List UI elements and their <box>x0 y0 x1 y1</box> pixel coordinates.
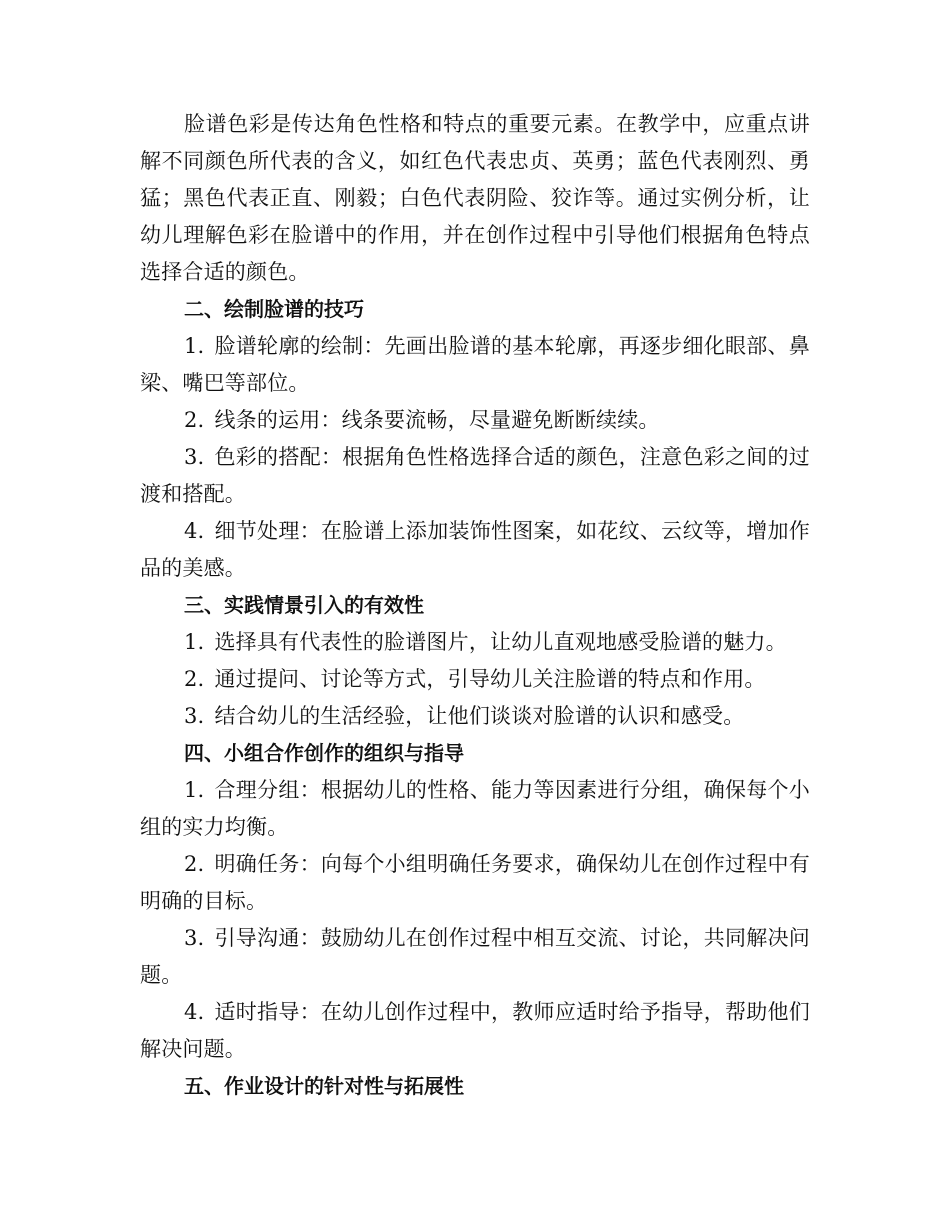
intro-paragraph: 脸谱色彩是传达角色性格和特点的重要元素。在教学中，应重点讲解不同颜色所代表的含义，如红色代表忠贞、英勇；蓝色代表刚烈、勇猛；黑色代表正直、刚毅；白色代表阴险、狡诈等。通过实例分析，让幼儿理解色彩在脸谱中的作用，并在创作过程中引导他们根据角色特点选择合适的颜色。 <box>140 112 810 284</box>
item-text: 适时指导：在幼儿创作过程中，教师应适时给予指导，帮助他们解决问题。 <box>140 1000 810 1061</box>
item-text: 引导沟通：鼓励幼儿在创作过程中相互交流、讨论，共同解决问题。 <box>140 926 810 987</box>
item-number: 4. <box>184 519 205 543</box>
item-text: 脸谱轮廓的绘制：先画出脸谱的基本轮廓，再逐步细化眼部、鼻梁、嘴巴等部位。 <box>140 334 810 395</box>
item-number: 3. <box>184 445 205 469</box>
document-body <box>140 106 810 1105</box>
list-item <box>140 846 810 920</box>
item-text: 选择具有代表性的脸谱图片，让幼儿直观地感受脸谱的魅力。 <box>214 630 787 654</box>
item-text: 色彩的搭配：根据角色性格选择合适的颜色，注意色彩之间的过渡和搭配。 <box>140 445 810 506</box>
item-number: 3. <box>184 704 205 728</box>
list-item <box>140 439 810 513</box>
item-number: 1. <box>184 334 205 358</box>
list-item <box>140 513 810 587</box>
item-text: 合理分组：根据幼儿的性格、能力等因素进行分组，确保每个小组的实力均衡。 <box>140 778 810 839</box>
item-number: 1. <box>184 630 205 654</box>
item-text: 结合幼儿的生活经验，让他们谈谈对脸谱的认识和感受。 <box>214 704 745 728</box>
section-heading: 四、小组合作创作的组织与指导 <box>184 741 464 765</box>
list-item <box>140 772 810 846</box>
list-item <box>140 994 810 1068</box>
item-number: 3. <box>184 926 205 950</box>
item-number: 1. <box>184 778 205 802</box>
item-text: 线条的运用：线条要流畅，尽量避免断断续续。 <box>214 408 660 432</box>
section-heading: 二、绘制脸谱的技巧 <box>184 297 364 321</box>
item-text: 细节处理：在脸谱上添加装饰性图案，如花纹、云纹等，增加作品的美感。 <box>140 519 810 580</box>
item-text: 明确任务：向每个小组明确任务要求，确保幼儿在创作过程中有明确的目标。 <box>140 852 810 913</box>
list-item <box>140 661 810 698</box>
item-text: 通过提问、讨论等方式，引导幼儿关注脸谱的特点和作用。 <box>214 667 766 691</box>
list-item <box>140 328 810 402</box>
list-item <box>140 624 810 661</box>
section-heading: 五、作业设计的针对性与拓展性 <box>184 1074 464 1098</box>
list-item <box>140 698 810 735</box>
list-item <box>140 402 810 439</box>
item-number: 2. <box>184 408 205 432</box>
item-number: 4. <box>184 1000 205 1024</box>
list-item <box>140 920 810 994</box>
section-heading: 三、实践情景引入的有效性 <box>184 593 424 617</box>
item-number: 2. <box>184 852 205 876</box>
item-number: 2. <box>184 667 205 691</box>
